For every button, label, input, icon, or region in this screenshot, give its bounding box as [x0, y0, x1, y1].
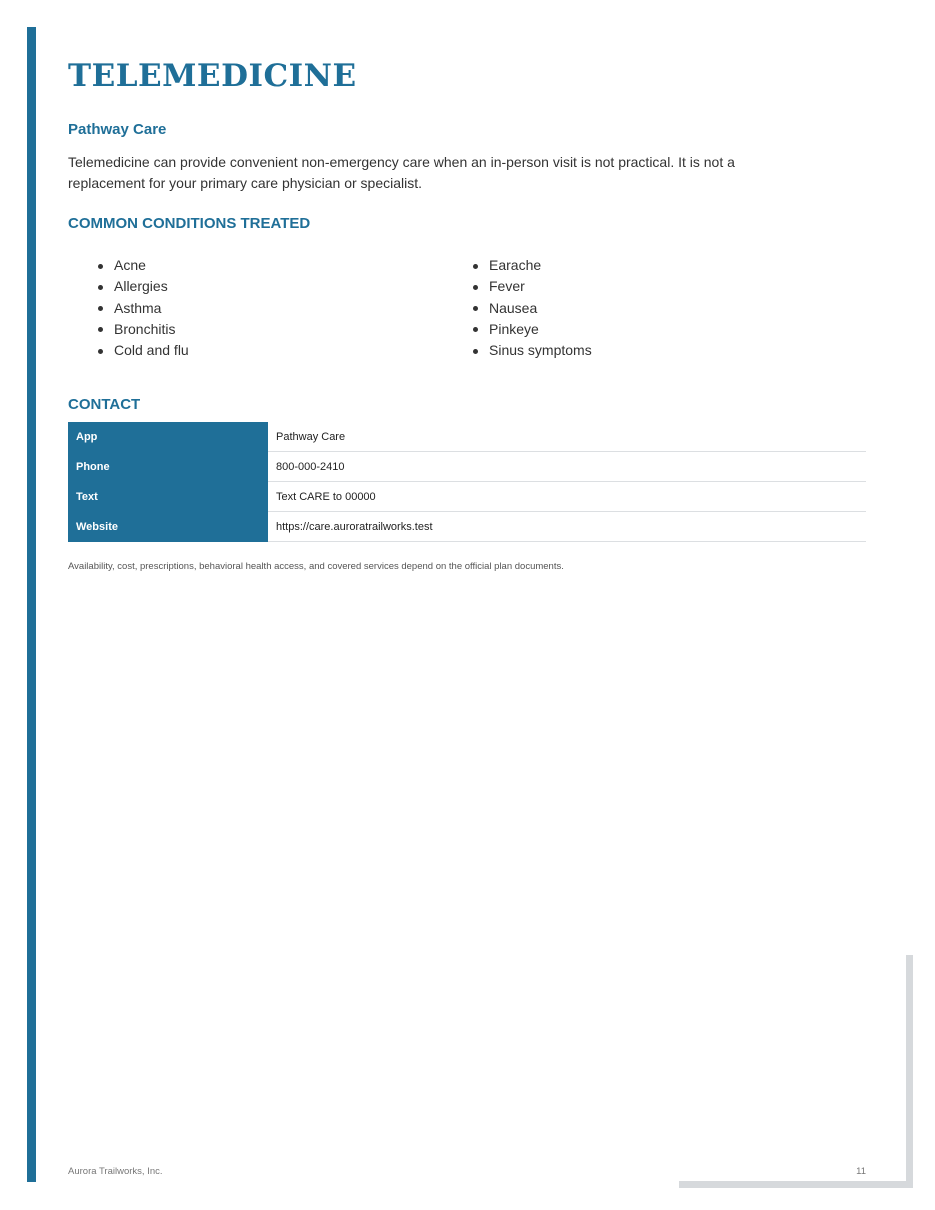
list-item [98, 319, 189, 340]
condition-label: Nausea [489, 299, 538, 316]
conditions-list-left [98, 255, 189, 361]
condition-label: Asthma [114, 299, 162, 316]
contact-value: Pathway Care [268, 422, 866, 452]
bullet-icon [473, 306, 478, 311]
page-title: TELEMEDICINE [68, 58, 357, 94]
corner-decoration-vertical [906, 955, 913, 1188]
conditions-list-right [473, 255, 592, 361]
list-item [473, 340, 592, 361]
contact-value: 800-000-2410 [268, 452, 866, 482]
list-item [473, 255, 592, 276]
bullet-icon [473, 327, 478, 332]
bullet-icon [98, 349, 103, 354]
contact-heading: CONTACT [68, 396, 141, 413]
bullet-icon [98, 327, 103, 332]
condition-label: Bronchitis [114, 320, 176, 337]
contact-label: Text [68, 482, 268, 512]
list-item [98, 255, 189, 276]
disclaimer-note: Availability, cost, prescriptions, behavioral health access, and covered services depend on the official plan documents. [68, 561, 564, 572]
left-accent-bar [27, 27, 36, 1182]
table-row [68, 482, 866, 512]
contact-label: App [68, 422, 268, 452]
contact-table [68, 422, 866, 542]
condition-label: Cold and flu [114, 342, 189, 359]
bullet-icon [98, 264, 103, 269]
bullet-icon [473, 349, 478, 354]
condition-label: Earache [489, 257, 542, 273]
contact-label: Phone [68, 452, 268, 482]
footer-company: Aurora Trailworks, Inc. [68, 1166, 163, 1177]
list-item [473, 298, 592, 319]
list-item [473, 276, 592, 297]
intro-paragraph: Telemedicine can provide convenient non-emergency care when an in-person visit is not practical. It is not a replacement for your primary care physician or specialist. [68, 154, 735, 191]
list-item [98, 340, 189, 361]
table-row [68, 512, 866, 542]
condition-label: Allergies [114, 278, 168, 295]
table-row [68, 452, 866, 482]
condition-label: Pinkeye [489, 320, 539, 337]
bullet-icon [98, 285, 103, 290]
website-link[interactable]: https://care.auroratrailworks.test [268, 512, 866, 542]
bullet-icon [473, 285, 478, 290]
page-number: 11 [856, 1166, 866, 1177]
page-subtitle: Pathway Care [68, 121, 167, 138]
list-item [473, 319, 592, 340]
corner-decoration-horizontal [679, 1181, 913, 1188]
condition-label: Acne [114, 257, 146, 273]
bullet-icon [98, 306, 103, 311]
condition-label: Sinus symptoms [489, 342, 592, 359]
table-row [68, 422, 866, 452]
conditions-heading: COMMON CONDITIONS TREATED [68, 215, 311, 232]
bullet-icon [473, 264, 478, 269]
list-item [98, 298, 189, 319]
list-item [98, 276, 189, 297]
condition-label: Fever [489, 278, 525, 295]
contact-label: Website [68, 512, 268, 542]
contact-value: Text CARE to 00000 [268, 482, 866, 512]
